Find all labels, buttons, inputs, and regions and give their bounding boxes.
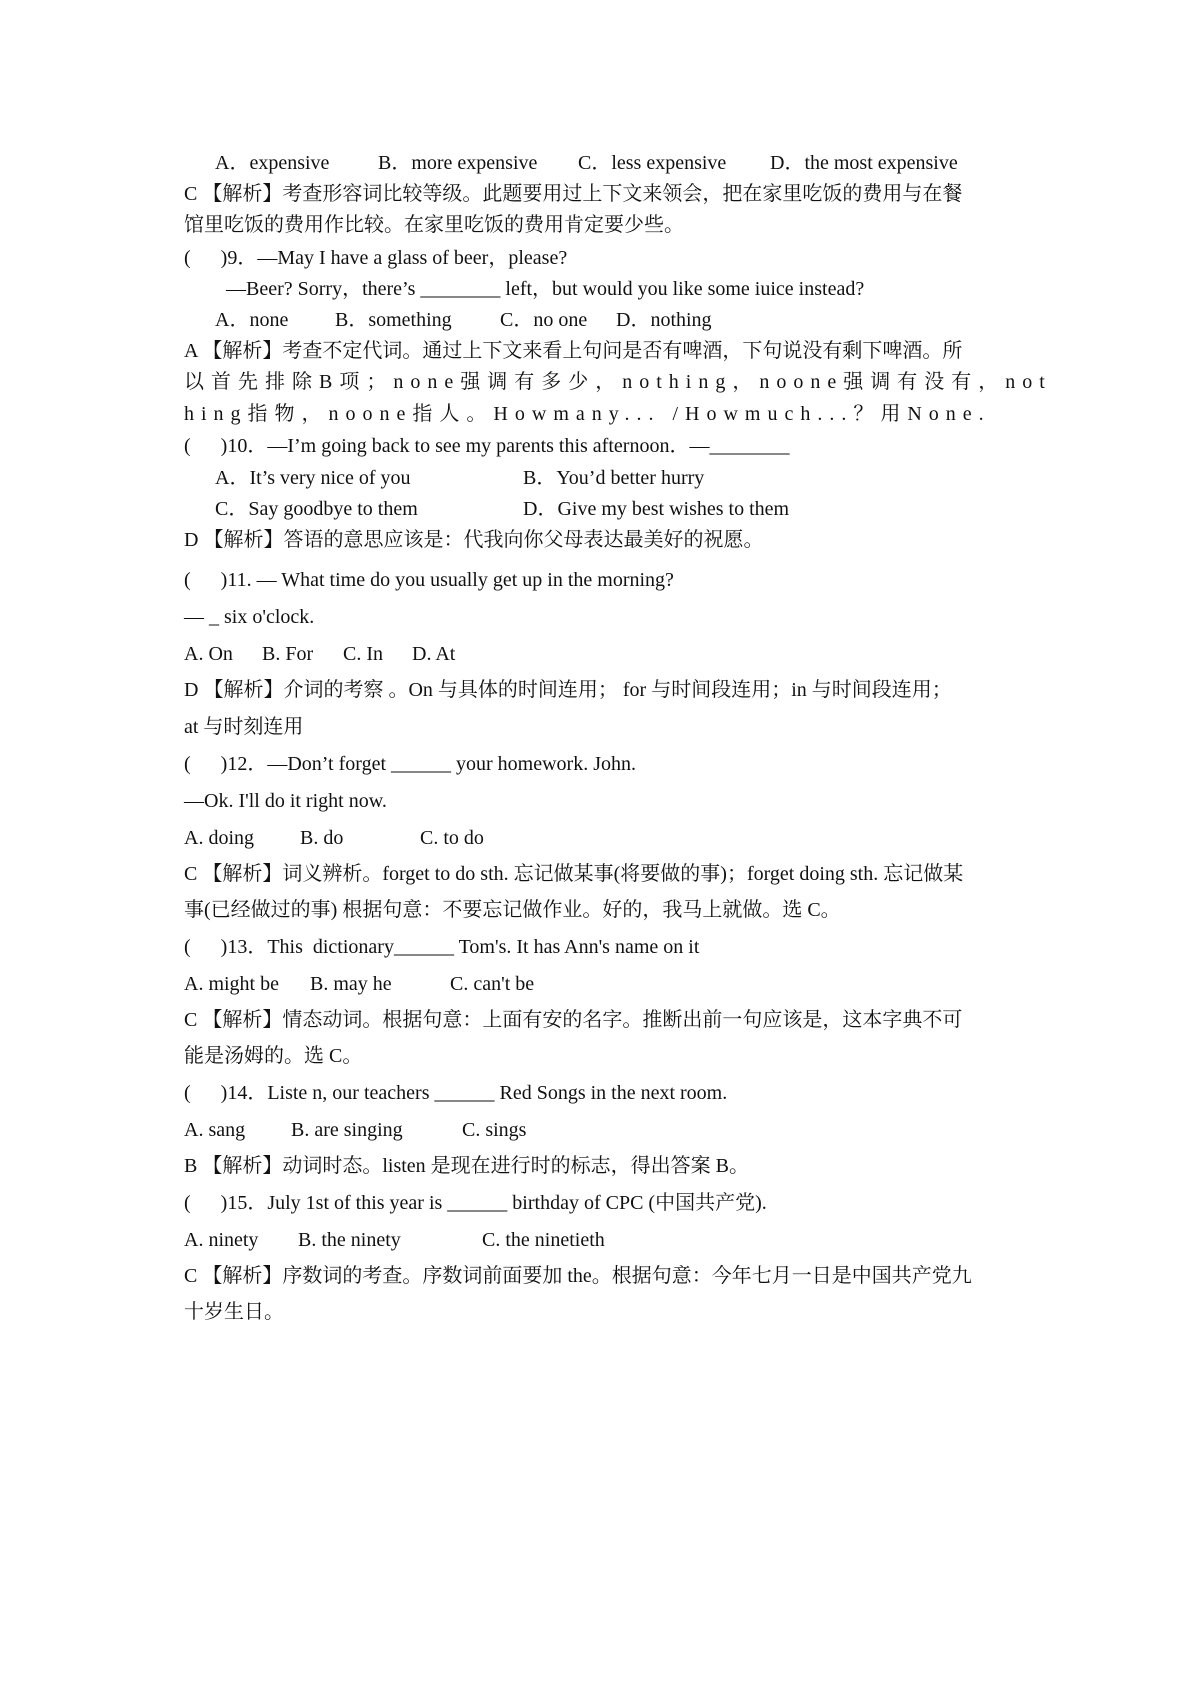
q10-option-c: C．Say goodbye to them <box>215 498 418 520</box>
q10-option-a: A．It’s very nice of you <box>215 467 411 489</box>
q11-stem: ( )11. — What time do you usually get up in the morning? <box>184 569 674 591</box>
q15-stem: ( )15．July 1st of this year is ______ birthday of CPC (中国共产党). <box>184 1192 767 1214</box>
q10-option-d: D．Give my best wishes to them <box>523 498 790 520</box>
q8-option-b: B．more expensive <box>378 152 538 174</box>
q12-option-a: A. doing <box>184 827 254 849</box>
q11-option-a: A. On <box>184 643 233 665</box>
q11-option-c: C. In <box>343 643 383 665</box>
q12-analysis-line-2: 事(已经做过的事) 根据句意：不要忘记做作业。好的，我马上就做。选 C。 <box>184 899 841 921</box>
q9-option-b: B．something <box>335 309 452 331</box>
q15-option-c: C. the ninetieth <box>482 1229 605 1251</box>
q14-stem: ( )14．Liste n, our teachers ______ Red Songs in the next room. <box>184 1082 728 1104</box>
q10-option-b: B．You’d better hurry <box>523 467 705 489</box>
q10-stem: ( )10．—I’m going back to see my parents this afternoon．—________ <box>184 435 790 457</box>
q11-option-d: D. At <box>412 643 456 665</box>
q15-option-a: A. ninety <box>184 1229 259 1251</box>
q10-analysis: D 【解析】答语的意思应该是：代我向你父母表达最美好的祝愿。 <box>184 529 764 551</box>
q9-stem: ( )9．—May I have a glass of beer，please? <box>184 247 568 269</box>
q14-option-a: A. sang <box>184 1119 246 1141</box>
q12-line-2: —Ok. I'll do it right now. <box>184 790 387 812</box>
q14-analysis: B 【解析】动词时态。listen 是现在进行时的标志，得出答案 B。 <box>184 1155 750 1177</box>
q8-analysis-line-2: 馆里吃饭的费用作比较。在家里吃饭的费用肯定要少些。 <box>184 214 684 236</box>
q9-line-2: —Beer? Sorry，there’s ________ left，but would you like some iuice instead? <box>226 278 865 300</box>
q9-analysis-line-3: hing指物，noone指人。Howmany... /Howmuch...？用None. <box>184 403 991 425</box>
q13-option-a: A. might be <box>184 973 279 995</box>
q11-analysis-line-2: at 与时刻连用 <box>184 716 304 738</box>
q12-option-b: B. do <box>300 827 344 849</box>
q8-option-c: C．less expensive <box>578 152 727 174</box>
q9-option-d: D．nothing <box>616 309 712 331</box>
q15-option-b: B. the ninety <box>298 1229 401 1251</box>
q9-analysis-line-1: A 【解析】考查不定代词。通过上下文来看上句问是否有啤酒，下句说没有剩下啤酒。所 <box>184 340 963 362</box>
q14-option-b: B. are singing <box>291 1119 403 1141</box>
q9-option-a: A．none <box>215 309 289 331</box>
q13-analysis-line-2: 能是汤姆的。选 C。 <box>184 1045 363 1067</box>
q12-stem: ( )12．—Don’t forget ______ your homework. John. <box>184 753 636 775</box>
q13-analysis-line-1: C 【解析】情态动词。根据句意：上面有安的名字。推断出前一句应该是，这本字典不可 <box>184 1009 963 1031</box>
q11-line-2: — _ six o'clock. <box>184 606 315 628</box>
q15-analysis-line-2: 十岁生日。 <box>184 1301 284 1323</box>
q13-option-b: B. may he <box>310 973 392 995</box>
q8-analysis-line-1: C 【解析】考查形容词比较等级。此题要用过上下文来领会，把在家里吃饭的费用与在餐 <box>184 183 963 205</box>
q13-stem: ( )13．This dictionary______ Tom's. It has Ann's name on it <box>184 936 700 958</box>
q11-option-b: B. For <box>262 643 314 665</box>
q9-option-c: C．no one <box>500 309 588 331</box>
q11-analysis-line-1: D 【解析】介词的考察 。On 与具体的时间连用； for 与时间段连用；in 与时间段连用； <box>184 679 952 701</box>
q15-analysis-line-1: C 【解析】序数词的考查。序数词前面要加 the。根据句意：今年七月一日是中国共产党九 <box>184 1265 972 1287</box>
q8-option-d: D．the most expensive <box>770 152 958 174</box>
q14-option-c: C. sings <box>462 1119 527 1141</box>
q13-option-c: C. can't be <box>450 973 535 995</box>
q12-analysis-line-1: C 【解析】词义辨析。forget to do sth. 忘记做某事(将要做的事)；forget doing sth. 忘记做某 <box>184 863 964 885</box>
q9-analysis-line-2: 以首先排除B项；none强调有多少，nothing，noone强调有没有，not <box>184 371 1052 393</box>
q12-option-c: C. to do <box>420 827 484 849</box>
q8-option-a: A．expensive <box>215 152 330 174</box>
